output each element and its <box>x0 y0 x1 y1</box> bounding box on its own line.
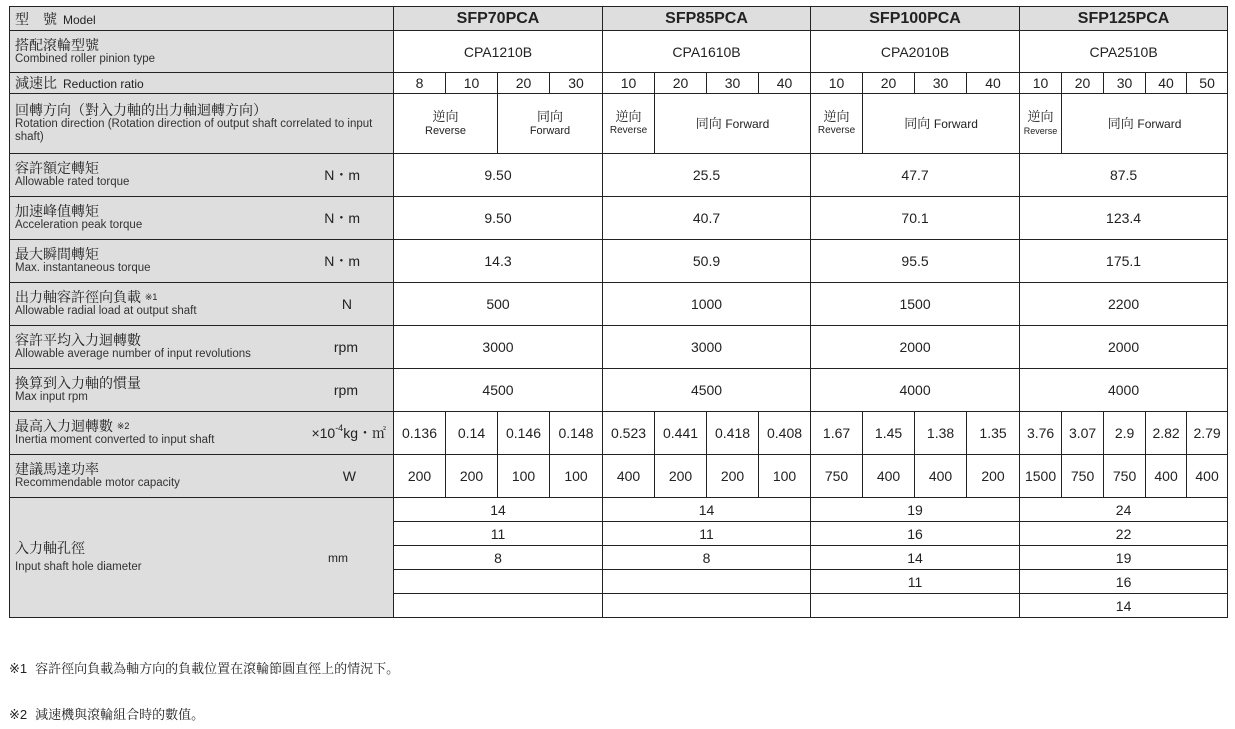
hole-value <box>394 570 603 594</box>
hole-value <box>603 594 811 618</box>
max-rpm-label: 換算到入力軸的慣量 Max input rpm rpm <box>10 369 394 412</box>
ratio-cell: 30 <box>1104 73 1146 94</box>
avg-rpm-value: 3000 <box>603 326 811 369</box>
hole-value <box>603 570 811 594</box>
accel-torque-value: 9.50 <box>394 197 603 240</box>
model-header-row <box>10 7 1228 31</box>
inertia-cell: 3.76 <box>1020 412 1062 455</box>
ratio-cell: 20 <box>655 73 707 94</box>
hole-value <box>394 594 603 618</box>
accel-torque-value: 123.4 <box>1020 197 1228 240</box>
inertia-cell: 0.148 <box>550 412 603 455</box>
inertia-cell: 0.408 <box>759 412 811 455</box>
hole-value: 16 <box>811 522 1020 546</box>
pinion-value: CPA1210B <box>394 31 603 73</box>
motor-cell: 750 <box>811 455 863 498</box>
rotation-reverse: 逆向 Reverse <box>394 94 498 154</box>
footnote-2: ※2 減速機與滾輪組合時的數值。 <box>9 707 205 722</box>
accel-torque-row <box>10 197 1228 240</box>
model-sfp85pca: SFP85PCA <box>603 7 811 31</box>
hole-value: 14 <box>1020 594 1228 618</box>
inertia-cell: 1.35 <box>967 412 1020 455</box>
ratio-cell: 50 <box>1187 73 1228 94</box>
rotation-forward: 同向 Forward <box>655 94 811 154</box>
max-torque-value: 50.9 <box>603 240 811 283</box>
inertia-cell: 1.67 <box>811 412 863 455</box>
inertia-row <box>10 412 1228 455</box>
rotation-reverse: 逆向 Reverse <box>811 94 863 154</box>
radial-load-value: 500 <box>394 283 603 326</box>
accel-torque-label: 加速峰值轉矩 Acceleration peak torque N・m <box>10 197 394 240</box>
motor-cell: 400 <box>1187 455 1228 498</box>
ratio-cell: 10 <box>446 73 498 94</box>
hole-value: 16 <box>1020 570 1228 594</box>
avg-rpm-value: 2000 <box>811 326 1020 369</box>
ratio-row <box>10 73 1228 94</box>
rotation-label: 回轉方向（對入力軸的出力軸迴轉方向） Rotation direction (Rotation direction of output shaft correlated to input shaft) <box>10 94 394 154</box>
inertia-cell: 0.146 <box>498 412 550 455</box>
max-torque-label: 最大瞬間轉矩 Max. instantaneous torque N・m <box>10 240 394 283</box>
rated-torque-value: 87.5 <box>1020 154 1228 197</box>
ratio-cell: 8 <box>394 73 446 94</box>
motor-cell: 100 <box>550 455 603 498</box>
pinion-value: CPA2510B <box>1020 31 1228 73</box>
rotation-forward: 同向 Forward <box>863 94 1020 154</box>
hole-value: 11 <box>811 570 1020 594</box>
motor-cell: 1500 <box>1020 455 1062 498</box>
motor-cell: 200 <box>446 455 498 498</box>
inertia-cell: 0.136 <box>394 412 446 455</box>
ratio-cell: 30 <box>707 73 759 94</box>
rated-torque-label: 容許額定轉矩 Allowable rated torque N・m <box>10 154 394 197</box>
motor-cell: 400 <box>863 455 915 498</box>
pinion-row <box>10 31 1228 73</box>
motor-cell: 750 <box>1062 455 1104 498</box>
rotation-reverse: 逆向 Reverse <box>1020 94 1062 154</box>
rotation-reverse: 逆向 Reverse <box>603 94 655 154</box>
radial-load-row <box>10 283 1228 326</box>
rated-torque-value: 47.7 <box>811 154 1020 197</box>
rated-torque-row <box>10 154 1228 197</box>
model-sfp70pca: SFP70PCA <box>394 7 603 31</box>
ratio-cell: 40 <box>1146 73 1187 94</box>
hole-row <box>10 498 1228 522</box>
inertia-cell: 2.9 <box>1104 412 1146 455</box>
hole-value: 19 <box>811 498 1020 522</box>
radial-load-value: 1000 <box>603 283 811 326</box>
rated-torque-value: 25.5 <box>603 154 811 197</box>
model-sfp100pca: SFP100PCA <box>811 7 1020 31</box>
max-rpm-value: 4000 <box>1020 369 1228 412</box>
rated-torque-value: 9.50 <box>394 154 603 197</box>
hole-value: 14 <box>394 498 603 522</box>
hole-value: 11 <box>603 522 811 546</box>
motor-cell: 100 <box>759 455 811 498</box>
pinion-value: CPA1610B <box>603 31 811 73</box>
accel-torque-value: 40.7 <box>603 197 811 240</box>
ratio-cell: 30 <box>915 73 967 94</box>
hole-value: 11 <box>394 522 603 546</box>
inertia-cell: 0.418 <box>707 412 759 455</box>
motor-cell: 750 <box>1104 455 1146 498</box>
model-sfp125pca: SFP125PCA <box>1020 7 1228 31</box>
inertia-label: 最高入力迴轉數 $^{※2}$ Inertia moment converted to input shaft $\times 10^{-4}kg$・㎡ <box>10 412 394 455</box>
inertia-cell: 0.441 <box>655 412 707 455</box>
hole-value: 22 <box>1020 522 1228 546</box>
max-rpm-value: 4000 <box>811 369 1020 412</box>
inertia-cell: 2.79 <box>1187 412 1228 455</box>
max-torque-value: 14.3 <box>394 240 603 283</box>
hole-value: 14 <box>603 498 811 522</box>
inertia-cell: 3.07 <box>1062 412 1104 455</box>
inertia-cell: 0.14 <box>446 412 498 455</box>
hole-value: 19 <box>1020 546 1228 570</box>
hole-label: 入力軸孔徑 Input shaft hole diameter mm <box>10 498 394 618</box>
rotation-row <box>10 94 1228 154</box>
hole-value: 8 <box>603 546 811 570</box>
ratio-cell: 10 <box>811 73 863 94</box>
max-rpm-value: 4500 <box>603 369 811 412</box>
max-rpm-value: 4500 <box>394 369 603 412</box>
accel-torque-value: 70.1 <box>811 197 1020 240</box>
motor-cell: 100 <box>498 455 550 498</box>
inertia-cell: 1.38 <box>915 412 967 455</box>
avg-rpm-row <box>10 326 1228 369</box>
max-torque-row <box>10 240 1228 283</box>
motor-cell: 200 <box>707 455 759 498</box>
ratio-cell: 40 <box>967 73 1020 94</box>
radial-load-value: 2200 <box>1020 283 1228 326</box>
hole-value: 8 <box>394 546 603 570</box>
hole-value: 24 <box>1020 498 1228 522</box>
avg-rpm-value: 3000 <box>394 326 603 369</box>
avg-rpm-label: 容許平均入力迴轉數 Allowable average number of input revolutions rpm <box>10 326 394 369</box>
rotation-forward: 同向 Forward <box>498 94 603 154</box>
ratio-cell: 20 <box>1062 73 1104 94</box>
max-torque-value: 175.1 <box>1020 240 1228 283</box>
avg-rpm-value: 2000 <box>1020 326 1228 369</box>
ratio-label: 減速比 Reduction ratio <box>10 73 394 94</box>
hole-value <box>811 594 1020 618</box>
motor-cell: 400 <box>603 455 655 498</box>
motor-cell: 200 <box>967 455 1020 498</box>
motor-cell: 400 <box>915 455 967 498</box>
motor-cell: 200 <box>655 455 707 498</box>
motor-label: 建議馬達功率 Recommendable motor capacity W <box>10 455 394 498</box>
pinion-value: CPA2010B <box>811 31 1020 73</box>
pinion-label: 搭配滾輪型號 Combined roller pinion type <box>10 31 394 73</box>
spec-table <box>9 6 1228 618</box>
ratio-cell: 40 <box>759 73 811 94</box>
rotation-forward: 同向 Forward <box>1062 94 1228 154</box>
inertia-cell: 2.82 <box>1146 412 1187 455</box>
ratio-cell: 20 <box>498 73 550 94</box>
ratio-cell: 10 <box>603 73 655 94</box>
hole-value: 14 <box>811 546 1020 570</box>
inertia-cell: 0.523 <box>603 412 655 455</box>
inertia-cell: 1.45 <box>863 412 915 455</box>
max-rpm-row <box>10 369 1228 412</box>
ratio-cell: 10 <box>1020 73 1062 94</box>
ratio-cell: 20 <box>863 73 915 94</box>
max-torque-value: 95.5 <box>811 240 1020 283</box>
radial-load-value: 1500 <box>811 283 1020 326</box>
model-header-label: 型 號 Model <box>10 7 394 31</box>
motor-cell: 400 <box>1146 455 1187 498</box>
ratio-cell: 30 <box>550 73 603 94</box>
motor-row <box>10 455 1228 498</box>
footnote-1: ※1 容許徑向負載為軸方向的負載位置在滾輪節圓直徑上的情況下。 <box>9 661 400 676</box>
motor-cell: 200 <box>394 455 446 498</box>
radial-load-label: 出力軸容許徑向負載 $^{※1}$ Allowable radial load at output shaft N <box>10 283 394 326</box>
